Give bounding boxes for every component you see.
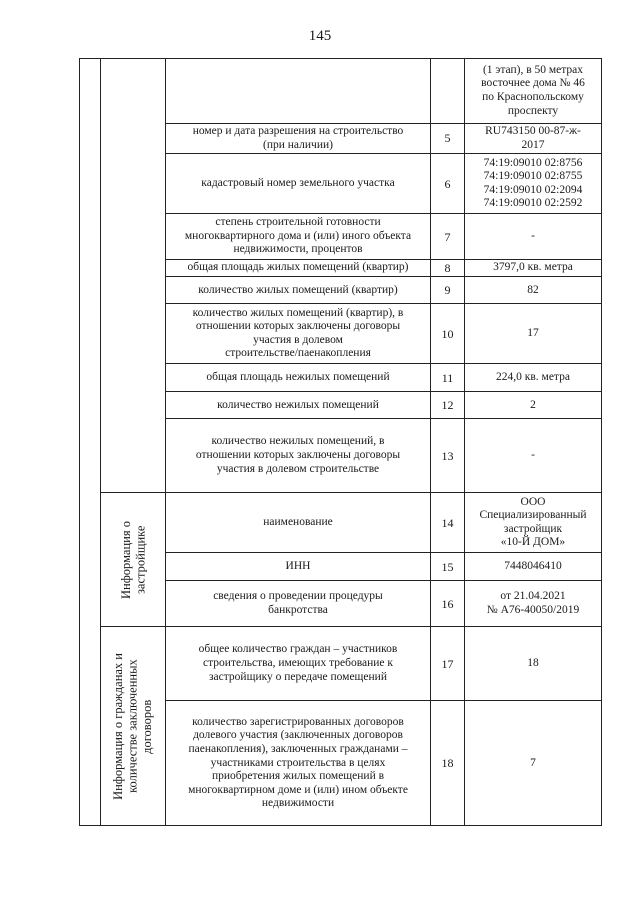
row-number: 13 — [431, 419, 465, 493]
row-label: номер и дата разрешения на строительство (при наличии) — [166, 124, 431, 154]
outer-margin-column — [80, 59, 101, 826]
section-developer — [101, 493, 166, 627]
row-value: 7 — [465, 701, 602, 826]
section-citizens — [101, 627, 166, 826]
row-value: 17 — [465, 304, 602, 364]
row-value: - — [465, 214, 602, 260]
section-citizens-label: Информация о гражданах и количестве заключенных договоров — [111, 652, 155, 800]
row-label: наименование — [166, 493, 431, 553]
row-label — [166, 59, 431, 124]
row-number: 16 — [431, 581, 465, 627]
row-value: 2 — [465, 392, 602, 419]
row-value: ООО Специализированный застройщик «10-Й ДОМ» — [465, 493, 602, 553]
row-value: 3797,0 кв. метра — [465, 260, 602, 277]
table-row — [80, 493, 602, 553]
row-value: RU743150 00-87-ж- 2017 — [465, 124, 602, 154]
table-row — [80, 627, 602, 701]
row-number: 8 — [431, 260, 465, 277]
row-number: 15 — [431, 553, 465, 581]
row-number: 9 — [431, 277, 465, 304]
row-number: 17 — [431, 627, 465, 701]
row-value: - — [465, 419, 602, 493]
row-label: кадастровый номер земельного участка — [166, 154, 431, 214]
row-number: 14 — [431, 493, 465, 553]
row-value: 74:19:09010 02:8756 74:19:09010 02:8755 74:19:09010 02:2094 74:19:09010 02:2592 — [465, 154, 602, 214]
row-value: 224,0 кв. метра — [465, 364, 602, 392]
row-label: общее количество граждан – участников строительства, имеющих требование к застройщику о передаче помещений — [166, 627, 431, 701]
row-label: ИНН — [166, 553, 431, 581]
row-label: количество зарегистрированных договоров долевого участия (заключенных договоров паенакопления), заключенных гражданами – участниками строительства в целях приобретения жилых помещений в многоквартирном доме и (или) ином объекте недвижимости — [166, 701, 431, 826]
row-number: 18 — [431, 701, 465, 826]
row-label: количество нежилых помещений — [166, 392, 431, 419]
row-number: 7 — [431, 214, 465, 260]
row-number: 12 — [431, 392, 465, 419]
row-number: 6 — [431, 154, 465, 214]
row-label: степень строительной готовности многоквартирного дома и (или) иного объекта недвижимости, процентов — [166, 214, 431, 260]
row-value: 82 — [465, 277, 602, 304]
row-number — [431, 59, 465, 124]
table-row — [80, 59, 602, 124]
row-value: 7448046410 — [465, 553, 602, 581]
row-number: 11 — [431, 364, 465, 392]
page-number: 145 — [308, 28, 332, 44]
section-developer-label: Информация о застройщике — [118, 520, 147, 599]
row-label: общая площадь нежилых помещений — [166, 364, 431, 392]
row-value: 18 — [465, 627, 602, 701]
section-object-cell — [101, 59, 166, 493]
object-info-table — [79, 58, 602, 826]
row-value: (1 этап), в 50 метрах восточнее дома № 46 по Краснопольскому проспекту — [465, 59, 602, 124]
row-number: 5 — [431, 124, 465, 154]
row-value: от 21.04.2021 № А76-40050/2019 — [465, 581, 602, 627]
row-number: 10 — [431, 304, 465, 364]
row-label: количество нежилых помещений, в отношении которых заключены договоры участия в долевом строительстве — [166, 419, 431, 493]
row-label: количество жилых помещений (квартир) — [166, 277, 431, 304]
row-label: количество жилых помещений (квартир), в отношении которых заключены договоры участия в долевом строительстве/паенакопления — [166, 304, 431, 364]
row-label: общая площадь жилых помещений (квартир) — [166, 260, 431, 277]
row-label: сведения о проведении процедуры банкротства — [166, 581, 431, 627]
